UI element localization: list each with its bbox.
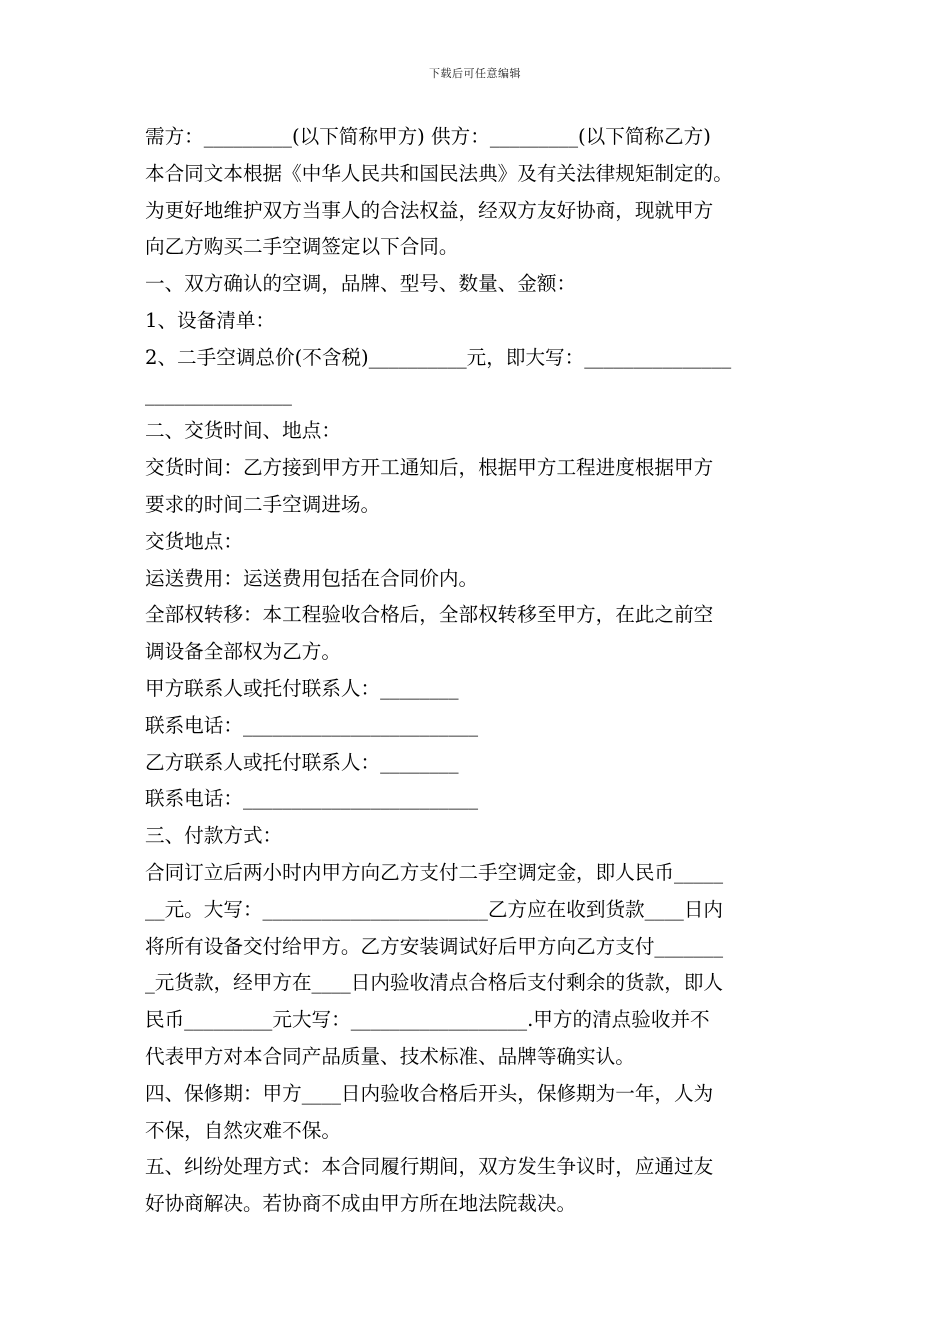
text-line: 调设备全部权为乙方。 [145, 640, 341, 664]
text-line: 交货时间：乙方接到甲方开工通知后，根据甲方工程进度根据甲方 [145, 456, 714, 480]
text-line: 不保，自然灾难不保。 [145, 1118, 341, 1142]
text-line: 乙方联系人或托付联系人：________ [145, 750, 459, 774]
text-line: 全部权转移：本工程验收合格后，全部权转移至甲方，在此之前空 [145, 603, 714, 627]
text-line: 合同订立后两小时内甲方向乙方支付二手空调定金，即人民币_____ [145, 860, 724, 884]
section-heading: 一、双方确认的空调，品牌、型号、数量、金额： [145, 272, 577, 296]
section-heading: 五、纠纷处理方式：本合同履行期间，双方发生争议时，应通过友 [145, 1155, 714, 1179]
text-line: 甲方联系人或托付联系人：________ [145, 676, 459, 700]
contract-body [145, 119, 810, 1223]
section-heading: 三、付款方式： [145, 824, 283, 848]
text-line: 需方：_________(以下简称甲方) 供方：_________(以下简称乙方) [145, 125, 711, 148]
text-line: _元货款，经甲方在____日内验收清点合格后支付剩余的货款，即人 [145, 971, 724, 995]
text-line: 联系电话：________________________ [145, 787, 479, 811]
text-line: 2、二手空调总价(不含税)__________元，即大写：_______________ [145, 345, 732, 369]
text-line: 好协商解决。若协商不成由甲方所在地法院裁决。 [145, 1192, 577, 1216]
section-heading: 二、交货时间、地点： [145, 419, 341, 443]
text-line: 代表甲方对本合同产品质量、技术标准、品牌等确实认。 [145, 1044, 635, 1068]
text-line: __元。大写：_______________________乙方应在收到货款____日内 [145, 897, 724, 921]
text-line: 运送费用：运送费用包括在合同价内。 [145, 566, 479, 590]
text-line: 向乙方购买二手空调签定以下合同。 [145, 235, 459, 259]
text-line: 要求的时间二手空调进场。 [145, 492, 381, 516]
text-line: 民币_________元大写：__________________.甲方的清点验收并不 [145, 1008, 710, 1032]
section-heading: 四、保修期：甲方____日内验收合格后开头，保修期为一年，人为 [145, 1081, 714, 1105]
text-line: 1、设备清单： [145, 308, 276, 332]
text-line: 为更好地维护双方当事人的合法权益，经双方友好协商，现就甲方 [145, 198, 714, 222]
text-line: 将所有设备交付给甲方。乙方安装调试好后甲方向乙方支付_______ [145, 934, 724, 958]
text-line: 本合同文本根据《中华人民共和国民法典》及有关法律规矩制定的。 [145, 161, 733, 185]
page-header-note: 下载后可任意编辑 [429, 67, 521, 80]
text-line: 交货地点： [145, 529, 243, 553]
text-line: _______________ [145, 382, 292, 406]
text-line: 联系电话：________________________ [145, 713, 479, 737]
